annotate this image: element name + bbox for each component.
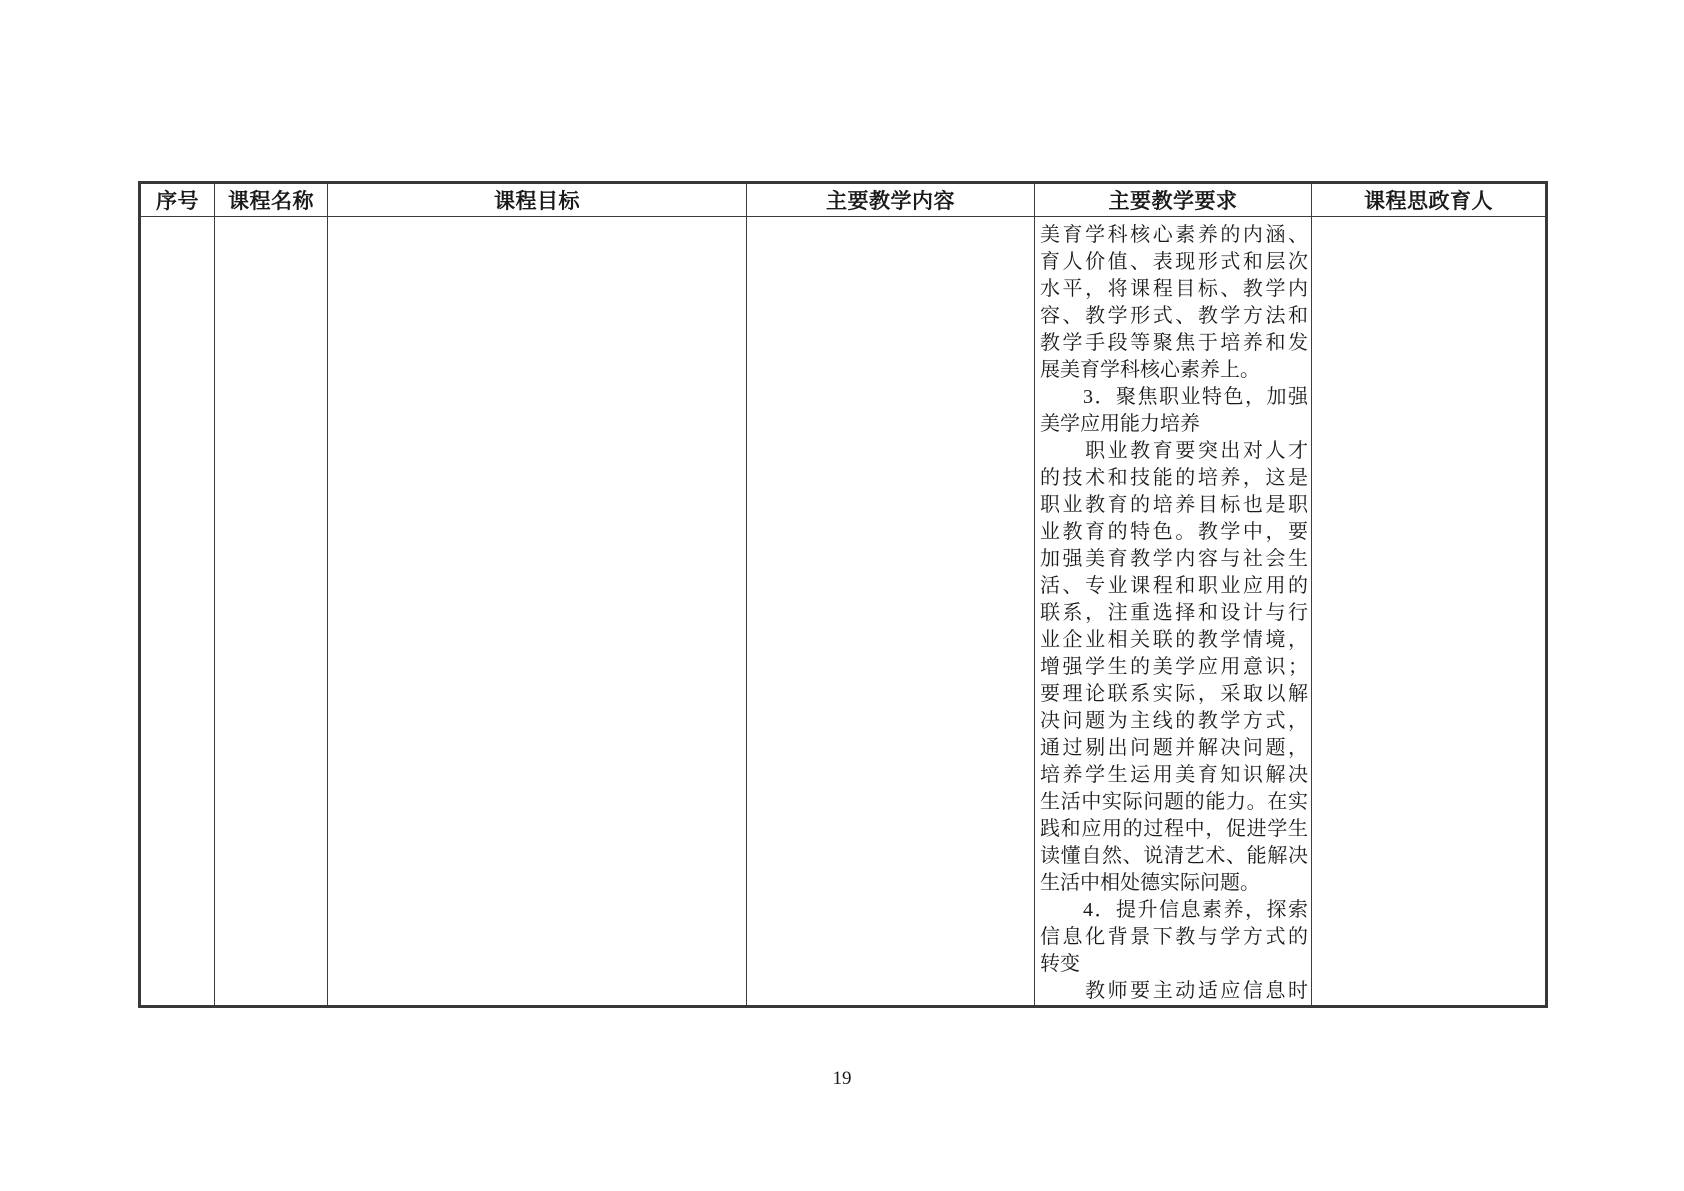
text-line: 容、教学形式、教学方法和	[1040, 305, 1308, 327]
col-header-teaching-content: 主要教学内容	[747, 183, 1035, 217]
text-line: 水平，将课程目标、教学内	[1040, 278, 1308, 300]
course-table	[138, 181, 1548, 1008]
text-line: 增强学生的美学应用意识；	[1040, 656, 1308, 678]
text-line: 美育学科核心素养的内涵、	[1040, 224, 1308, 246]
text-line: 联系，注重选择和设计与行	[1040, 602, 1308, 624]
text-line: 通过剔出问题并解决问题，	[1040, 737, 1308, 759]
text-line: 生活中相处德实际问题。	[1040, 872, 1260, 894]
text-line: 展美育学科核心素养上。	[1040, 359, 1260, 381]
text-line: 3．聚焦职业特色，加强	[1040, 386, 1308, 408]
text-line: 职业教育要突出对人才	[1040, 440, 1308, 462]
text-line: 职业教育的培养目标也是职	[1040, 494, 1308, 516]
text-line: 生活中实际问题的能力。在实	[1040, 791, 1308, 813]
text-line: 决问题为主线的教学方式，	[1040, 710, 1308, 732]
cell-course-objectives	[328, 217, 747, 1007]
text-line: 加强美育教学内容与社会生	[1040, 548, 1308, 570]
text-line: 活、专业课程和职业应用的	[1040, 575, 1308, 597]
col-header-course-name: 课程名称	[215, 183, 328, 217]
text-line: 美学应用能力培养	[1040, 413, 1200, 435]
text-line: 信息化背景下教与学方式的	[1040, 926, 1308, 948]
text-line: 培养学生运用美育知识解决	[1040, 764, 1308, 786]
cell-teaching-requirements	[1035, 217, 1312, 1007]
text-line: 4．提升信息素养，探索	[1040, 899, 1308, 921]
text-line: 读懂自然、说清艺术、能解决	[1040, 845, 1308, 867]
text-line: 要理论联系实际，采取以解	[1040, 683, 1308, 705]
table-header-row	[140, 183, 1547, 217]
text-line: 转变	[1040, 953, 1080, 975]
col-header-ideological-education: 课程思政育人	[1312, 183, 1547, 217]
cell-serial	[140, 217, 215, 1007]
text-line: 业企业相关联的教学情境，	[1040, 629, 1308, 651]
text-line: 践和应用的过程中，促进学生	[1040, 818, 1308, 840]
cell-course-name	[215, 217, 328, 1007]
col-header-serial: 序号	[140, 183, 215, 217]
text-line: 业教育的特色。教学中，要	[1040, 521, 1308, 543]
text-line: 教师要主动适应信息时	[1040, 980, 1308, 1002]
col-header-teaching-requirements: 主要教学要求	[1035, 183, 1312, 217]
cell-teaching-content	[747, 217, 1035, 1007]
cell-ideological-education	[1312, 217, 1547, 1007]
text-line: 育人价值、表现形式和层次	[1040, 251, 1308, 273]
text-line: 的技术和技能的培养，这是	[1040, 467, 1308, 489]
col-header-course-objectives: 课程目标	[328, 183, 747, 217]
text-line: 教学手段等聚焦于培养和发	[1040, 332, 1308, 354]
page-number: 19	[832, 1068, 852, 1089]
teaching-requirements-text	[1035, 217, 1311, 1005]
table-row	[140, 217, 1547, 1007]
